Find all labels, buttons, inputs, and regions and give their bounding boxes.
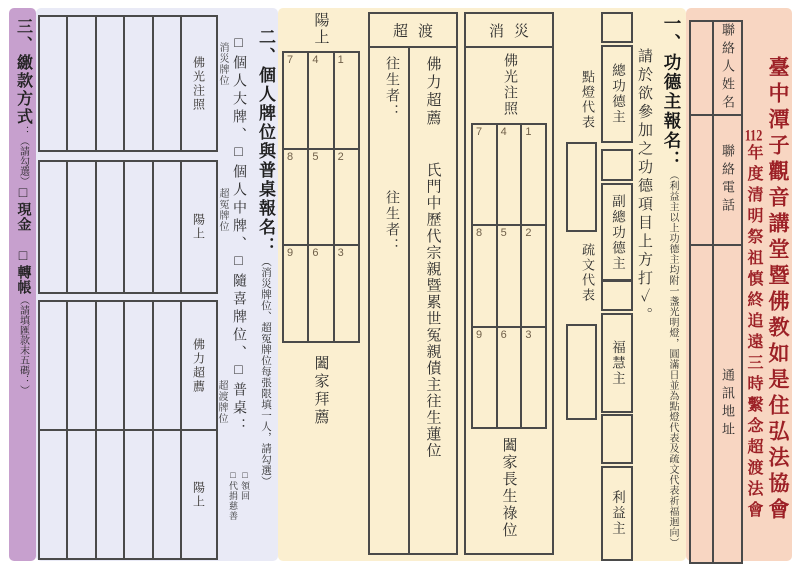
cell-number: 9 <box>287 247 294 260</box>
cell-number: 7 <box>287 54 294 66</box>
payment-title: 三、繳款方式 <box>14 18 32 126</box>
grid-label: 佛光注照 <box>191 55 206 112</box>
year-number: 112 <box>744 128 763 144</box>
write-cell[interactable] <box>68 431 94 558</box>
personal-section <box>36 8 278 561</box>
grid-label-cell <box>182 431 216 558</box>
contact-table <box>689 20 743 564</box>
cell-number: 6 <box>500 328 507 341</box>
merit-section-heading <box>655 14 685 548</box>
xiaozai-tablet-grid <box>38 15 218 152</box>
cell-number: 4 <box>500 126 507 138</box>
contact-phone-input[interactable] <box>691 116 712 244</box>
numbered-write-cell[interactable] <box>284 246 307 341</box>
cell-number: 7 <box>476 126 483 138</box>
deceased-column[interactable] <box>370 48 410 553</box>
family-longevity-label: 闔家長生祿位 <box>500 437 517 539</box>
donate-checkbox[interactable]: □代捐慈善 <box>228 470 238 521</box>
xiaozai-number-grid <box>471 123 547 429</box>
chaodu-body <box>370 48 456 553</box>
contact-address-input[interactable] <box>691 246 712 562</box>
yangshang-label: 陽上 <box>312 12 329 46</box>
fuhuizhu-checkbox[interactable] <box>601 279 633 311</box>
cell-number: 9 <box>476 328 483 341</box>
deceased-label: 往生者： <box>384 56 399 120</box>
contact-label: 聯絡電話 <box>720 144 735 216</box>
numbered-write-cell[interactable] <box>309 53 332 148</box>
write-cell[interactable] <box>40 162 66 292</box>
grid-label: 陽上 <box>191 213 206 241</box>
write-cell[interactable] <box>68 17 94 150</box>
write-cell[interactable] <box>125 431 151 558</box>
xiaozai-header: 消災 <box>466 14 552 48</box>
zong-gongdezhu-label <box>601 45 633 143</box>
contact-phone-label-cell <box>714 116 741 244</box>
personal-subtitle: （消災牌位、超冤牌位每張限填一人，請勾選） <box>260 256 271 487</box>
sponsor-label-text: 福慧主 <box>610 339 625 387</box>
write-cell[interactable] <box>125 162 151 292</box>
write-cell[interactable] <box>154 431 180 558</box>
tablet-options-checkboxes[interactable]: □個人大牌、□個人中牌、□隨喜牌位、□普桌： <box>231 36 246 436</box>
liyizhu-checkbox[interactable] <box>601 414 633 464</box>
chaoyuan-tablet-grid <box>38 160 218 294</box>
write-cell[interactable] <box>97 431 123 558</box>
write-cell[interactable] <box>97 17 123 150</box>
merit-section <box>278 8 686 561</box>
contact-name-label-cell <box>714 22 741 114</box>
write-cell[interactable] <box>154 302 180 429</box>
transfer-checkbox[interactable]: □轉帳 <box>15 249 31 295</box>
numbered-write-cell[interactable] <box>309 246 332 341</box>
cell-number: 6 <box>312 247 319 260</box>
cell-number: 3 <box>525 328 532 341</box>
event-subtitle-text: 年度清明祭祖慎終追遠三時繫念超渡法會 <box>745 144 762 522</box>
write-cell[interactable] <box>40 17 66 150</box>
chaodu-box <box>368 12 458 555</box>
numbered-write-cell[interactable] <box>473 226 496 325</box>
merit-title: 一、功德主報名： <box>662 14 682 170</box>
shuwen-rep-label: 疏文代表 <box>580 243 595 303</box>
fuhuizhu-label <box>601 313 633 413</box>
tag-xiaozai-paiwei: 消災牌位 <box>217 42 228 86</box>
numbered-write-cell[interactable] <box>335 150 358 245</box>
tag-chaoyuan-paiwei: 超冤牌位 <box>217 188 228 232</box>
cell-number: 2 <box>525 227 532 240</box>
fuzong-gongdezhu-label <box>601 183 633 282</box>
grid-label-cell <box>182 162 216 292</box>
payment-text <box>9 8 37 561</box>
shuwen-rep-checkbox[interactable] <box>566 324 597 420</box>
numbered-write-cell[interactable] <box>522 328 545 427</box>
contact-address-label-cell <box>714 246 741 562</box>
yangshang-block <box>282 12 360 557</box>
liyizhu-label <box>601 466 633 561</box>
contact-label: 聯絡人姓名 <box>720 23 735 113</box>
transfer-hint: （請填匯款末五碼：） <box>17 295 29 395</box>
numbered-write-cell[interactable] <box>335 246 358 341</box>
cell-number: 8 <box>476 227 483 240</box>
sponsor-label-text: 副總功德主 <box>610 193 625 272</box>
cell-number: 5 <box>500 227 507 240</box>
grid-label-cell <box>182 302 216 429</box>
numbered-write-cell[interactable] <box>309 150 332 245</box>
cell-number: 8 <box>287 150 294 163</box>
grid-label: 陽上 <box>191 480 206 509</box>
write-cell[interactable] <box>125 17 151 150</box>
contact-name-input[interactable] <box>691 22 712 114</box>
deceased-label: 往生者： <box>384 190 399 254</box>
folichaojian-label: 佛力超薦 <box>424 56 441 128</box>
cash-checkbox[interactable]: □現金 <box>15 186 31 232</box>
event-subtitle <box>742 128 765 522</box>
payment-section <box>9 8 36 561</box>
grid-label-cell <box>182 17 216 150</box>
numbered-write-cell[interactable] <box>335 53 358 148</box>
lotus-seat-column <box>410 48 456 553</box>
numbered-write-cell[interactable] <box>473 328 496 427</box>
contact-label: 通訊地址 <box>720 368 735 440</box>
personal-title: 二、個人牌位與普桌報名： <box>256 28 275 256</box>
numbered-write-cell[interactable] <box>498 226 521 325</box>
sponsor-label-text: 利益主 <box>610 490 625 537</box>
numbered-write-cell[interactable] <box>284 150 307 245</box>
chaodu-header: 超渡 <box>370 14 456 48</box>
reclaim-checkbox[interactable]: □領回 <box>240 470 250 501</box>
tag-chaodu-paiwei: 超渡牌位 <box>216 380 227 424</box>
numbered-write-cell[interactable] <box>522 125 545 224</box>
write-cell[interactable] <box>154 17 180 150</box>
write-cell[interactable] <box>40 431 66 558</box>
sponsor-label-text: 總功德主 <box>610 63 625 125</box>
cell-number: 1 <box>337 54 344 66</box>
numbered-write-cell[interactable] <box>284 53 307 148</box>
write-cell[interactable] <box>68 302 94 429</box>
zong-gongdezhu-checkbox[interactable] <box>601 12 633 43</box>
write-cell[interactable] <box>154 162 180 292</box>
xiaozai-box <box>464 12 554 555</box>
write-cell[interactable] <box>125 302 151 429</box>
write-cell[interactable] <box>97 302 123 429</box>
cell-number: 1 <box>525 126 532 138</box>
write-cell[interactable] <box>40 302 66 429</box>
family-worship-label: 闔家拜薦 <box>312 355 329 427</box>
grid-label: 佛力超薦 <box>191 337 206 394</box>
header-panel <box>686 8 792 561</box>
numbered-write-cell[interactable] <box>473 125 496 224</box>
write-cell[interactable] <box>68 162 94 292</box>
foguangzhuzhao-label: 佛光注照 <box>502 53 517 117</box>
fuzong-gongdezhu-checkbox[interactable] <box>601 149 633 181</box>
yangshang-number-grid <box>282 51 360 343</box>
merit-instruction: 請於欲參加之功德項目上方打✓。 <box>636 48 652 326</box>
xiaozai-body <box>466 48 552 553</box>
numbered-write-cell[interactable] <box>498 125 521 224</box>
personal-section-heading <box>248 28 278 487</box>
cell-number: 4 <box>312 54 319 66</box>
numbered-write-cell[interactable] <box>498 328 521 427</box>
lamp-rep-label: 點燈代表 <box>580 70 595 130</box>
organization-title: 臺中潭子觀音講堂暨佛教如是住弘法協會 <box>766 56 790 524</box>
lamp-rep-checkbox[interactable] <box>566 142 597 232</box>
numbered-write-cell[interactable] <box>522 226 545 325</box>
lotus-seat-text: 氏門中歷代宗親暨累世冤親債主往生蓮位 <box>424 162 441 459</box>
write-cell[interactable] <box>97 162 123 292</box>
cell-number: 2 <box>337 150 344 163</box>
chaodu-tablet-grid <box>38 300 218 560</box>
cell-number: 3 <box>337 247 344 260</box>
payment-hint: ：（請勾選） <box>17 126 29 186</box>
cell-number: 5 <box>312 150 319 163</box>
merit-subtitle: （利益主以上功德主均附一盞光明燈，圓滿日並為點燈代表及疏文代表祈福迴向） <box>667 170 678 548</box>
